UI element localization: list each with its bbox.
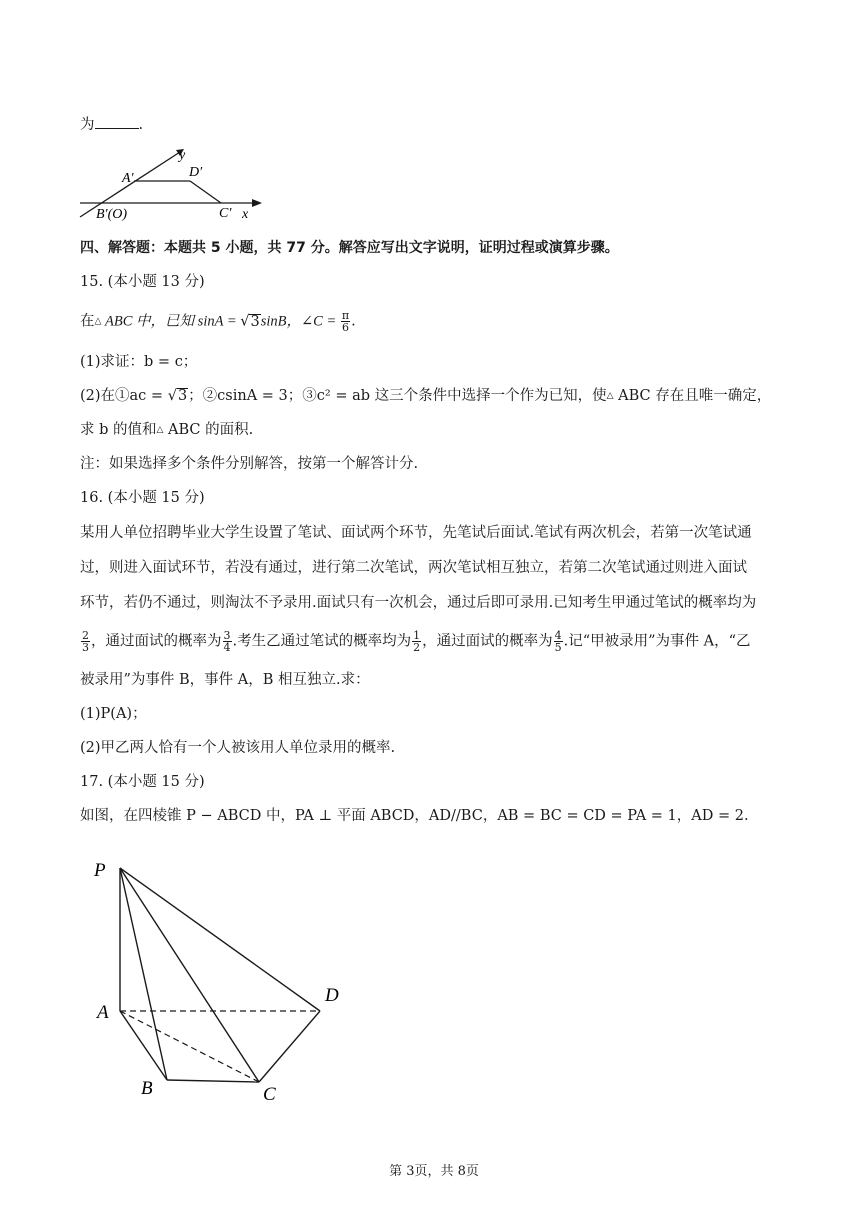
fraction-pi-over-6: $\frac{\pi}{6}$ [341, 309, 350, 334]
answer-blank [95, 114, 139, 129]
label-p: P [94, 860, 106, 881]
fill-prefix: 为 [80, 117, 95, 133]
q15-stem: 在△ ABC 中，已知 sinA = √3sinB，∠C = $\frac{\pi}{6}$ . [80, 309, 356, 334]
triangle-symbol: △ [94, 316, 102, 327]
edge-bc [167, 1080, 259, 1082]
label-a-prime: A′ [122, 171, 134, 186]
q15-part2-cont: 求 b 的值和△ ABC 的面积. [80, 422, 254, 438]
label-c: C [263, 1084, 276, 1105]
page-footer: 第 3页，共 8页 [389, 1164, 479, 1179]
q15-note: 注：如果选择多个条件分别解答，按第一个解答计分. [80, 456, 419, 472]
sqrt-sign: √ [167, 388, 177, 404]
label-x: x [242, 207, 249, 222]
q16-line4: $\frac{2}{3}$ ，通过面试的概率为 $\frac{3}{4}$ .考生乙通过笔试的概率均为 $\frac{1}{2}$ ，通过面试的概率为 $\frac{4}{5}$ .记“甲被录用”为事件 A，“乙 [82, 629, 751, 654]
fraction-1-2: $\frac{1}{2}$ [413, 629, 421, 654]
fraction-3-4: $\frac{3}{4}$ [223, 629, 231, 654]
q17-heading: 17. (本小题 15 分) [80, 774, 205, 790]
q16-line5: 被录用”为事件 B，事件 A，B 相互独立.求： [80, 672, 370, 688]
q16-line2: 过，则进入面试环节，若没有通过，进行第二次笔试，两次笔试相互独立，若第二次笔试通过则进入面试 [80, 560, 747, 576]
label-a: A [97, 1002, 109, 1023]
x-axis-arrow [252, 199, 262, 207]
q15-heading: 15. (本小题 13 分) [80, 274, 205, 290]
figure-oblique-trapezoid [76, 144, 266, 224]
q16-part2: (2)甲乙两人恰有一个人被该用人单位录用的概率. [80, 740, 396, 756]
sqrt-sign: √ [240, 313, 250, 330]
fill-in-line [80, 114, 143, 135]
edge-pd [120, 868, 320, 1011]
edge-pc [120, 868, 259, 1082]
label-d-prime: D′ [189, 165, 203, 180]
label-y: y [179, 148, 186, 163]
q15-part1: (1)求证：b = c； [80, 354, 198, 370]
edge-ac-hidden [120, 1011, 259, 1082]
label-b-prime-o: B′(O) [96, 207, 128, 222]
edge-pb [120, 868, 167, 1080]
label-b: B [141, 1078, 153, 1099]
segment-dc [190, 181, 221, 203]
q17-stem: 如图，在四棱锥 P − ABCD 中，PA ⊥ 平面 ABCD，AD//BC，AB = BC = CD = PA = 1，AD = 2. [80, 808, 749, 824]
q16-part1: (1)P(A)； [80, 706, 147, 722]
figure-pyramid-pabcd [85, 850, 355, 1110]
q16-heading: 16. (本小题 15 分) [80, 490, 205, 506]
q15-part2: (2)在①ac = √3；②csinA = 3；③c² = ab 这三个条件中选择一个作为已知，使△ ABC 存在且唯一确定， [80, 388, 772, 404]
edge-cd [259, 1011, 320, 1082]
q16-line1: 某用人单位招聘毕业大学生设置了笔试、面试两个环节，先笔试后面试.笔试有两次机会，若第一次笔试通 [80, 525, 752, 541]
fraction-4-5: $\frac{4}{5}$ [554, 629, 562, 654]
q16-line3: 环节，若仍不通过，则淘汰不予录用.面试只有一次机会，通过后即可录用.已知考生甲通过笔试的概率均为 [80, 595, 757, 611]
section-heading: 四、解答题：本题共 5 小题，共 77 分。解答应写出文字说明，证明过程或演算步骤。 [80, 240, 619, 256]
label-c-prime: C′ [219, 206, 232, 221]
label-d: D [325, 985, 339, 1006]
fraction-2-3: $\frac{2}{3}$ [82, 629, 89, 654]
fill-suffix: . [138, 117, 144, 133]
